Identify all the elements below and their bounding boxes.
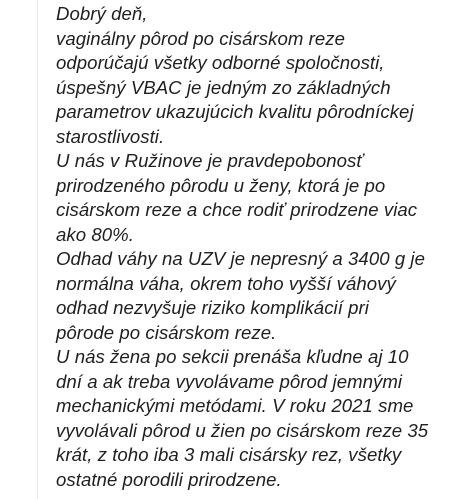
message-line: Dobrý deň, (56, 3, 148, 24)
message-line: odhad nezvyšuje riziko komplikácií pri (56, 297, 369, 318)
message-line: dní a ak treba vyvolávame pôrod jemnými (56, 370, 403, 392)
message-line: cisárskom reze a chce rodiť prirodzene viac (56, 199, 418, 220)
thread-divider (37, 0, 38, 499)
message-line: úspešný VBAC je jedným zo základných (56, 76, 391, 98)
message-line: starostlivosti. (56, 125, 165, 147)
message-line: odporúčajú všetky odborné spoločnosti, (56, 52, 385, 73)
message-line: pôrode po cisárskom reze. (56, 321, 277, 343)
message-line: prirodzeného pôrodu u ženy, ktorá je po (56, 174, 386, 196)
message-line: normálna váha, okrem toho vyšší váhový (56, 272, 396, 294)
message-line: U nás žena po sekcii prenáša kľudne aj 10 (56, 346, 409, 367)
message-line: vaginálny pôrod po cisárskom reze (56, 27, 345, 49)
message-line: vyvolávali pôrod u žien po cisárskom reze 35 (56, 419, 429, 441)
message-line: parametrov ukazujúcich kvalitu pôrodníckej (56, 101, 414, 122)
message-line: U nás v Ružinove je pravdepobonosť (56, 150, 363, 171)
message-line: ako 80%. (56, 223, 134, 245)
message-line: krát, z toho iba 3 mali cisársky rez, všetky (56, 444, 402, 465)
message-line: ostatné porodili prirodzene. (56, 468, 282, 490)
message-body (56, 2, 456, 497)
message-line: mechanickými metódami. V roku 2021 sme (56, 395, 414, 416)
message-line: Odhad váhy na UZV je nepresný a 3400 g je (56, 248, 425, 269)
